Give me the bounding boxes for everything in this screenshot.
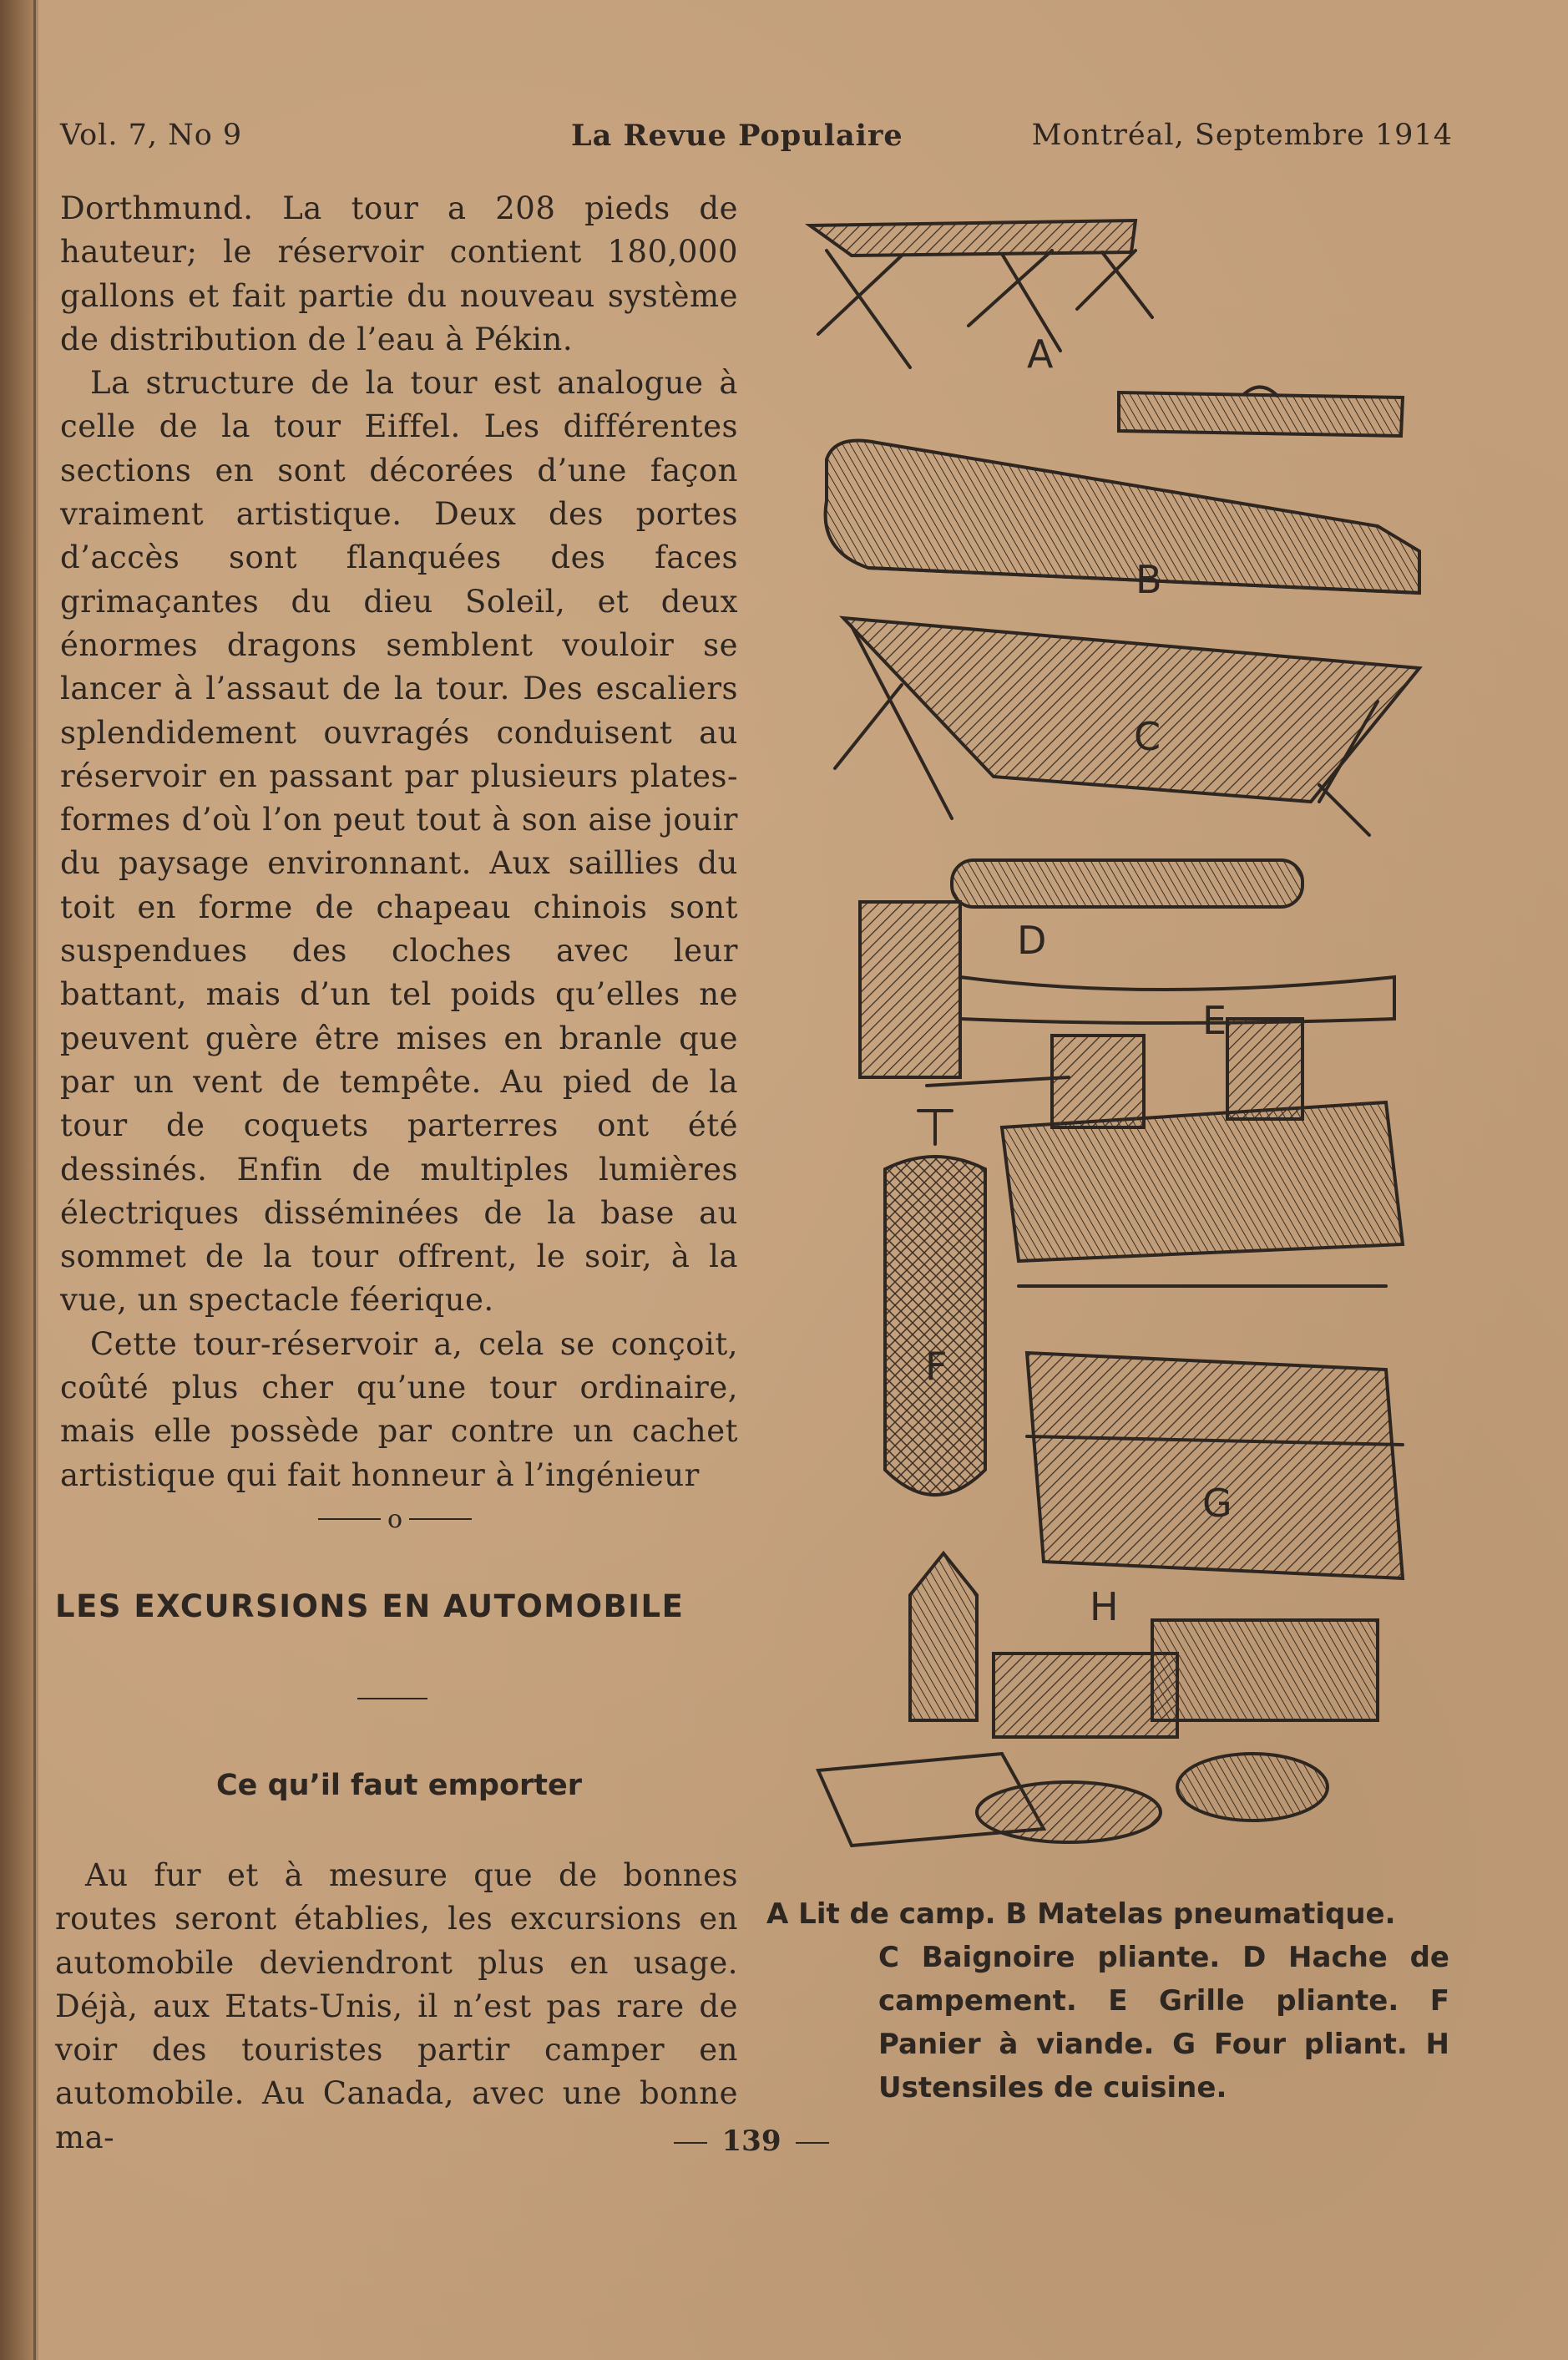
oven-drawing bbox=[1027, 1353, 1403, 1578]
binding-line bbox=[33, 0, 36, 2360]
label-D: D bbox=[1017, 918, 1047, 963]
article-paragraph-2: La structure de la tour est analogue à celle de la tour Eiffel. Les différentes sections en sont décorées d’une façon vraiment artistique. Deux des portes d’accès sont flanquées des faces grimaçantes du dieu Soleil, et deux énormes dragons semblent vouloir se lancer à l’assaut de la tour. Des escaliers splendidement ouvragés conduisent au réservoir en passant par plusieurs plates-formes d’où l’on peut tout à son aise jouir du paysage environnant. Aux saillies du toit en forme de chapeau chinois sont suspendues des cloches avec leur battant, mais d’un tel poids qu’elles ne peuvent guère être mises en branle que par un vent de tempête. Au pied de la tour de coquets parterres ont été dessinés. Enfin de multiples lumières électriques disséminées de la base au sommet de la tour offrent, le soir, à la vue, un spectacle féerique. bbox=[60, 365, 738, 1319]
bathtub-drawing bbox=[835, 618, 1419, 835]
illustration-svg bbox=[802, 200, 1436, 1862]
article-column bbox=[60, 187, 738, 1497]
label-E: E bbox=[1202, 998, 1227, 1043]
label-A: A bbox=[1027, 332, 1054, 377]
running-header bbox=[60, 119, 1453, 159]
label-B: B bbox=[1136, 557, 1162, 602]
grill-drawing bbox=[1002, 1019, 1403, 1286]
section-subtitle: Ce qu’il faut emporter bbox=[215, 1769, 583, 1802]
volume-number: Vol. 7, No 9 bbox=[60, 119, 243, 152]
caption-continuation: C Baignoire pliante. D Hache de campement. E Grille pliante. F Panier à viande. G Four pliant. H Ustensiles de cuisine. bbox=[878, 1941, 1449, 2104]
section-separator bbox=[307, 1503, 483, 1542]
page-number bbox=[643, 2125, 860, 2158]
label-C: C bbox=[1134, 714, 1161, 759]
bed-bag-drawing bbox=[1119, 392, 1403, 436]
camp-bed-drawing bbox=[810, 220, 1152, 367]
title-rule bbox=[357, 1698, 427, 1699]
place-date: Montréal, Septembre 1914 bbox=[1031, 119, 1453, 152]
camping-equipment-illustration bbox=[802, 200, 1436, 1862]
label-G: G bbox=[1202, 1481, 1232, 1526]
section-body bbox=[55, 1854, 738, 2160]
article-paragraph-1: Dorthmund. La tour a 208 pieds de hauteur; le réservoir contient 180,000 gallons et fait partie du nouveau système de distribution de l’eau à Pékin. bbox=[60, 190, 738, 357]
section-title: LES EXCURSIONS EN AUTOMOBILE bbox=[55, 1588, 685, 1624]
rolled-bag-drawing bbox=[952, 860, 1302, 907]
mattress-drawing bbox=[826, 441, 1419, 594]
label-H: H bbox=[1090, 1584, 1119, 1629]
separator-mark: o bbox=[387, 1504, 403, 1534]
figure-caption bbox=[766, 1892, 1449, 2109]
publication-title: La Revue Populaire bbox=[571, 119, 903, 153]
caption-line-1: A Lit de camp. B Matelas pneumatique. bbox=[766, 1897, 1396, 1931]
section-paragraph: Au fur et à mesure que de bonnes routes seront établies, les excursions en automobile deviendront plus en usage. Déjà, aux Etats-Unis, il n’est pas rare de voir des touristes partir camper en automobile. Au Canada, avec une bonne ma- bbox=[55, 1857, 738, 2155]
article-paragraph-3: Cette tour-réservoir a, cela se conçoit, coûté plus cher qu’une tour ordinaire, mais elle possède par contre un cachet artistique qui fait honneur à l’ingénieur bbox=[60, 1325, 738, 1493]
label-F: F bbox=[925, 1344, 948, 1389]
page-number-value: 139 bbox=[721, 2125, 781, 2158]
